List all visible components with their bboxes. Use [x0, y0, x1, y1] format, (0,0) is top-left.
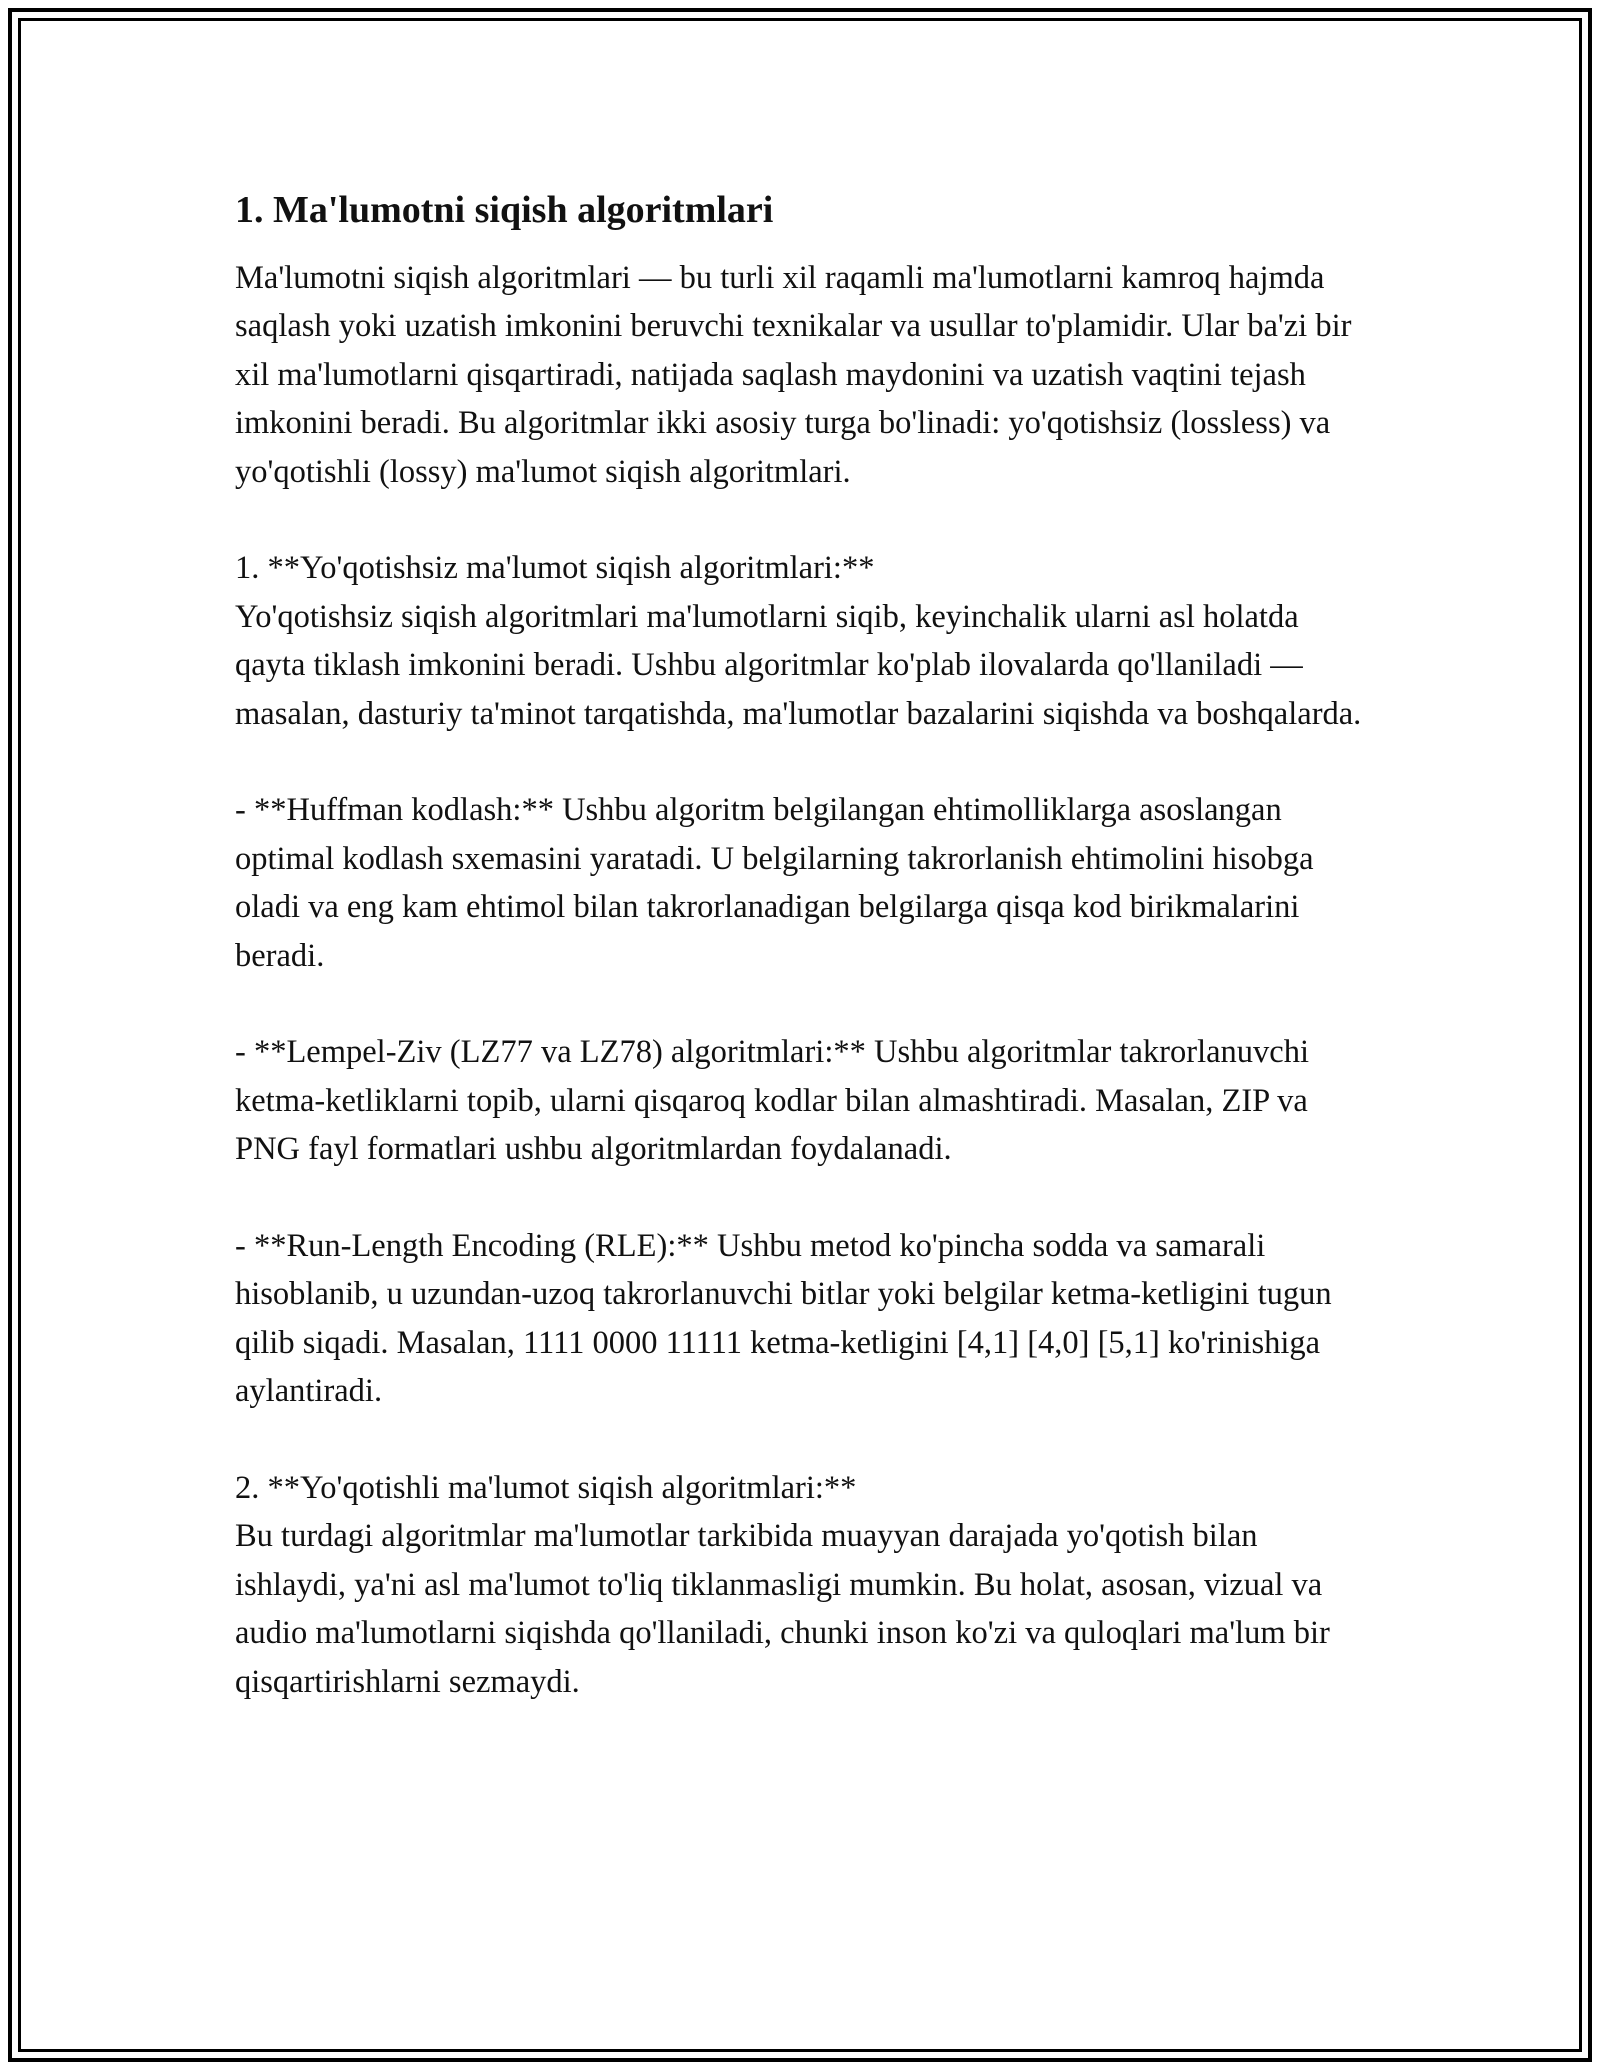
paragraph-spacer — [235, 1416, 1365, 1464]
lossless-section-paragraph: 1. **Yo'qotishsiz ma'lumot siqish algoritmlari:** Yo'qotishsiz siqish algoritmlari ma'lumotlarni siqib, keyinchalik ularni asl holatda qayta tiklash imkonini beradi. Ushbu algoritmlar ko'plab ilovalarda qo'llaniladi — masalan, dasturiy ta'minot tarqatishda, ma'lumotlar bazalarini siqishda va boshqalarda. — [235, 550, 1362, 732]
section-heading: 1. Ma'lumotni siqish algoritmlari — [235, 189, 774, 231]
intro-paragraph: Ma'lumotni siqish algoritmlari — bu turli xil raqamli ma'lumotlarni kamroq hajmda saqlash yoki uzatish imkonini beruvchi texnikalar va usullar to'plamidir. Ular ba'zi bir xil ma'lumotlarni qisqartiradi, natijada saqlash maydonini va uzatish vaqtini tejash imkonini beradi. Bu algoritmlar ikki asosiy turga bo'linadi: yo'qotishsiz (lossless) va yo'qotishli (lossy) ma'lumot siqish algoritmlari. — [235, 260, 1352, 490]
paragraph-spacer — [235, 496, 1365, 544]
rle-paragraph: - **Run-Length Encoding (RLE):** Ushbu metod ko'pincha sodda va samarali hisoblanib, u uzundan-uzoq takrorlanuvchi bitlar yoki belgilar ketma-ketligini tugun qilib siqadi. Masalan, 1111 0000 11111 ketma-ketligini [4,1] [4,0] [5,1] ko'rinishiga aylantiradi. — [235, 1228, 1332, 1410]
huffman-paragraph: - **Huffman kodlash:** Ushbu algoritm belgilangan ehtimolliklarga asoslangan optimal kodlash sxemasini yaratadi. U belgilarning takrorlanish ehtimolini hisobga oladi va eng kam ehtimol bilan takrorlanadigan belgilarga qisqa kod birikmalarini beradi. — [235, 792, 1314, 974]
document-body — [235, 186, 1365, 1706]
paragraph-spacer — [235, 1174, 1365, 1222]
paragraph-spacer — [235, 738, 1365, 786]
lempel-ziv-paragraph: - **Lempel-Ziv (LZ77 va LZ78) algoritmlari:** Ushbu algoritmlar takrorlanuvchi ketma-ketliklarni topib, ularni qisqaroq kodlar bilan almashtiradi. Masalan, ZIP va PNG fayl formatlari ushbu algoritmlardan foydalanadi. — [235, 1034, 1309, 1168]
lossy-section-paragraph: 2. **Yo'qotishli ma'lumot siqish algoritmlari:** Bu turdagi algoritmlar ma'lumotlar tarkibida muayyan darajada yo'qotish bilan ishlaydi, ya'ni asl ma'lumot to'liq tiklanmasligi mumkin. Bu holat, asosan, vizual va audio ma'lumotlarni siqishda qo'llaniladi, chunki inson ko'zi va quloqlari ma'lum bir qisqartirishlarni sezmaydi. — [235, 1470, 1330, 1700]
paragraph-spacer — [235, 980, 1365, 1028]
